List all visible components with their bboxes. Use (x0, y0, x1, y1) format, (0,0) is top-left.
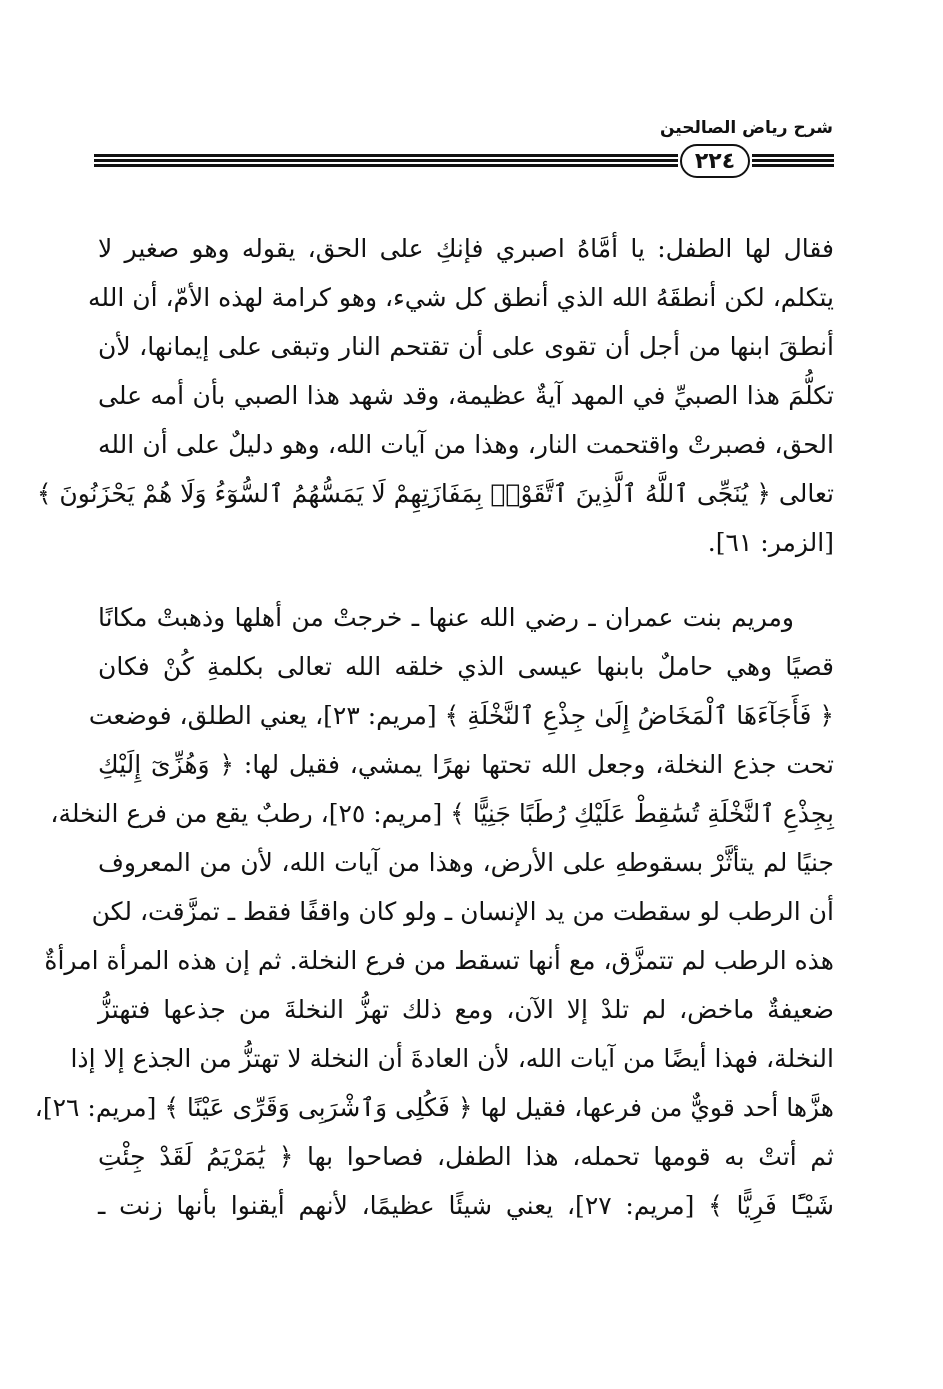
text-line: النخلة، فهذا أيضًا من آيات الله، لأن العادةَ أن النخلة لا تهتزُّ من الجذع إلا إذا (70, 1044, 834, 1073)
main-text (34, 224, 834, 1230)
text-line: هذه الرطب لم تتمزَّق، مع أنها تسقط من فرع النخلة. ثم إن هذه المرأة امرأةٌ (44, 946, 834, 975)
text-line: تحت جذع النخلة، وجعل الله تحتها نهرًا يمشي، فقيل لها: ﴿ وَهُزِّىٓ إِلَيْكِ (98, 750, 834, 779)
header-rule-line (752, 159, 834, 162)
text-line: [الزمر: ٦١]. (707, 528, 834, 557)
text-line: هزَّها أحد قويٌّ من فرعها، فقيل لها ﴿ فَكُلِى وَٱشْرَبِى وَقَرِّى عَيْنًا ﴾ [مريم: ٢٦]، (34, 1093, 834, 1122)
page-number: ٢٢٤ (680, 144, 750, 178)
header-rule-line (94, 154, 678, 157)
text-line: قصيًا وهي حاملٌ بابنها عيسى الذي خلقه الله تعالى بكلمةِ كُنْ فكان (98, 652, 834, 681)
header-rule-line (94, 164, 678, 167)
text-line: أن الرطب لو سقطت من يد الإنسان ـ ولو كان واقفًا فقط ـ تمزَّقت، لكن (91, 897, 834, 926)
text-line: تكلُّمَ هذا الصبيِّ في المهد آيةٌ عظيمة، وقد شهد هذا الصبي بأن أمه على (98, 381, 834, 410)
text-line: يتكلم، لكن أنطقَهُ الله الذي أنطق كل شيء، وهو كرامة لهذه الأمّ، أن الله (88, 283, 834, 312)
text-line: ﴿ فَأَجَآءَهَا ٱلْمَخَاضُ إِلَىٰ جِذْعِ ٱلنَّخْلَةِ ﴾ [مريم: ٢٣]، يعني الطلق، فوضعت (88, 701, 834, 730)
running-title: شرح رياض الصالحين (659, 118, 833, 138)
text-line: جنيًا لم يتأثَّرْ بسقوطهِ على الأرض، وهذا من آيات الله، لأن من المعروف (98, 848, 834, 877)
text-line: فقال لها الطفل: يا أمَّاهُ اصبري فإنكِ على الحق، يقوله وهو صغير لا (98, 234, 834, 263)
text-line: ضعيفةٌ ماخض، لم تلدْ إلا الآن، ومع ذلك تهزُّ النخلةَ من جذعها فتهتزُّ (98, 995, 834, 1024)
text-line: الحق، فصبرتْ واقتحمت النار، وهذا من آيات الله، وهو دليلٌ على أن الله (98, 430, 834, 459)
header-rule-line (94, 159, 678, 162)
text-line: شَيْـًٔا فَرِيًّا ﴾ [مريم: ٢٧]، يعني شيئًا عظيمًا، لأنهم أيقنوا بأنها زنت ـ (98, 1191, 834, 1220)
text-line: بِجِذْعِ ٱلنَّخْلَةِ تُسَٰقِطْ عَلَيْكِ رُطَبًا جَنِيًّا ﴾ [مريم: ٢٥]، رطبٌ يقع من فرع النخلة، (50, 799, 834, 828)
text-line: ثم أتتْ به قومها تحمله، هذا الطفل، فصاحوا بها ﴿ يَٰمَرْيَمُ لَقَدْ جِئْتِ (98, 1142, 834, 1171)
paragraph-gap (98, 567, 834, 593)
text-line: ومريم بنت عمران ـ رضي الله عنها ـ خرجتْ من أهلها وذهبتْ مكانًا (98, 603, 794, 632)
header-rule-line (752, 164, 834, 167)
text-line: أنطقَ ابنها من أجل أن تقوى على أن تقتحم النار وتبقى على إيمانها، لأن (98, 332, 834, 361)
header-rule-line (752, 154, 834, 157)
text-line: تعالى ﴿ يُنَجِّى ٱللَّهُ ٱلَّذِينَ ٱتَّقَوْا۟ بِمَفَازَتِهِمْ لَا يَمَسُّهُمُ ٱلسُّوٓءُ وَلَا هُمْ يَحْزَنُونَ ﴾ (36, 479, 834, 508)
